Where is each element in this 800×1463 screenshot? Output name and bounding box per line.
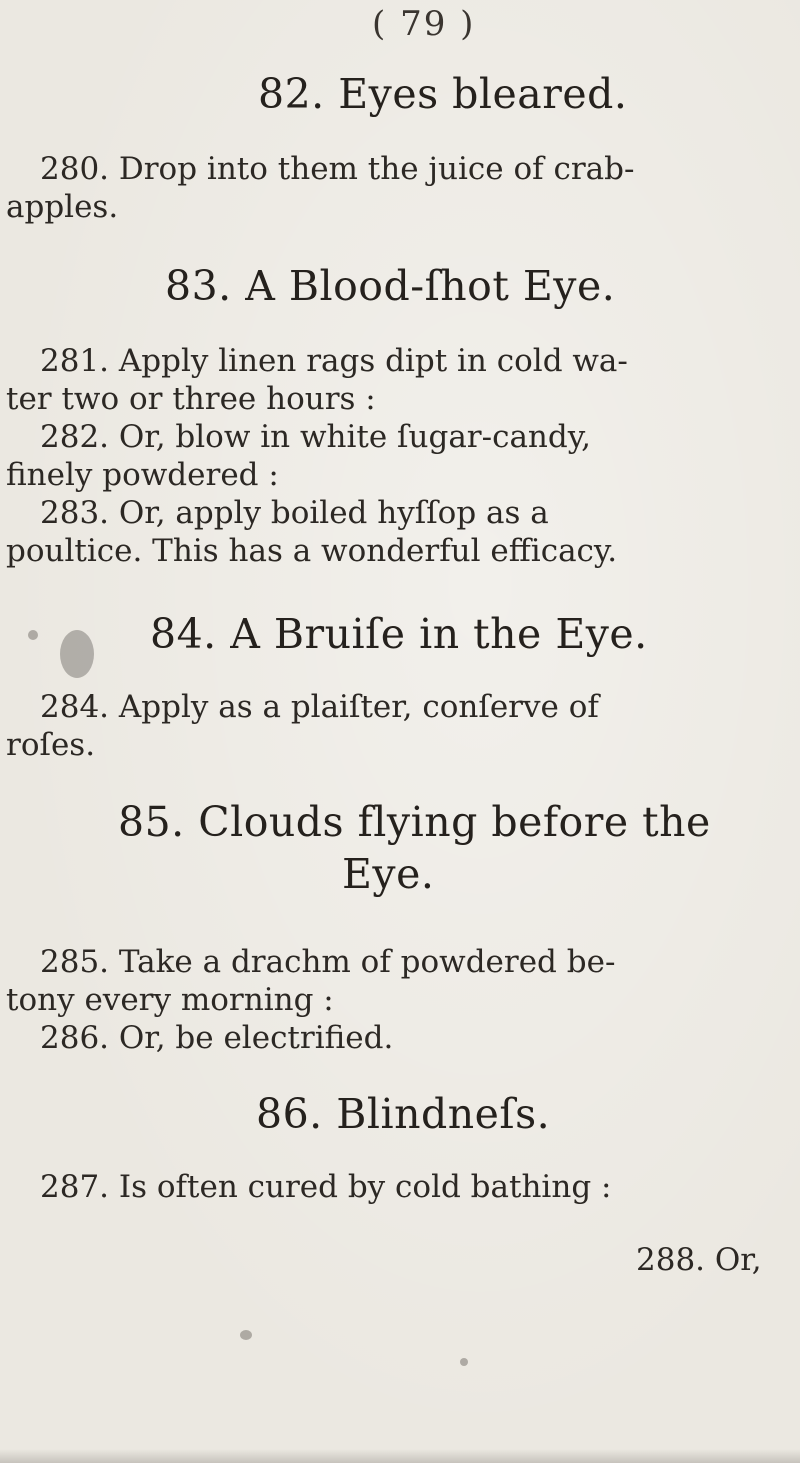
paragraph-287: [6, 1168, 611, 1206]
section-heading-84: 84. A Bruiſe in the Eye.: [150, 610, 648, 658]
section-heading-85-continued: Eye.: [342, 850, 435, 898]
catchword: 288. Or,: [636, 1242, 762, 1278]
text-line: poultice. This has a wonderful efficacy.: [6, 533, 618, 569]
text-line: roſes.: [6, 727, 96, 763]
section-heading-85: 85. Clouds flying before the: [118, 798, 711, 846]
text-line: 281. Apply linen rags dipt in cold wa-: [40, 343, 628, 379]
text-line: 280. Drop into them the juice of crab-: [40, 151, 635, 187]
text-line: tony every morning :: [6, 982, 334, 1018]
text-line: 283. Or, apply boiled hyſſop as a: [40, 495, 549, 531]
text-line: 282. Or, blow in white ſugar-candy,: [40, 419, 591, 455]
paragraphs-281-283: [6, 342, 628, 570]
section-heading-86: 86. Blindneſs.: [256, 1090, 551, 1138]
paragraphs-285-286: [6, 943, 615, 1057]
ink-smudge: [60, 630, 94, 678]
text-line: 287. Is often cured by cold bathing :: [40, 1169, 612, 1205]
text-line: apples.: [6, 189, 119, 225]
ink-speck: [460, 1358, 468, 1366]
paragraph-280: [6, 150, 634, 226]
text-line: 285. Take a drachm of powdered be-: [40, 944, 616, 980]
ink-speck: [28, 630, 38, 640]
paragraph-284: [6, 688, 599, 764]
page-number: ( 79 ): [372, 4, 476, 44]
text-line: 286. Or, be electrified.: [40, 1020, 394, 1056]
ink-speck: [240, 1330, 252, 1340]
section-heading-82: 82. Eyes bleared.: [258, 70, 628, 118]
section-heading-83: 83. A Blood-ſhot Eye.: [165, 262, 616, 310]
text-line: 284. Apply as a plaiſter, conſerve of: [40, 689, 599, 725]
text-line: ter two or three hours :: [6, 381, 376, 417]
text-line: finely powdered :: [6, 457, 279, 493]
page-bottom-edge: [0, 1449, 800, 1463]
